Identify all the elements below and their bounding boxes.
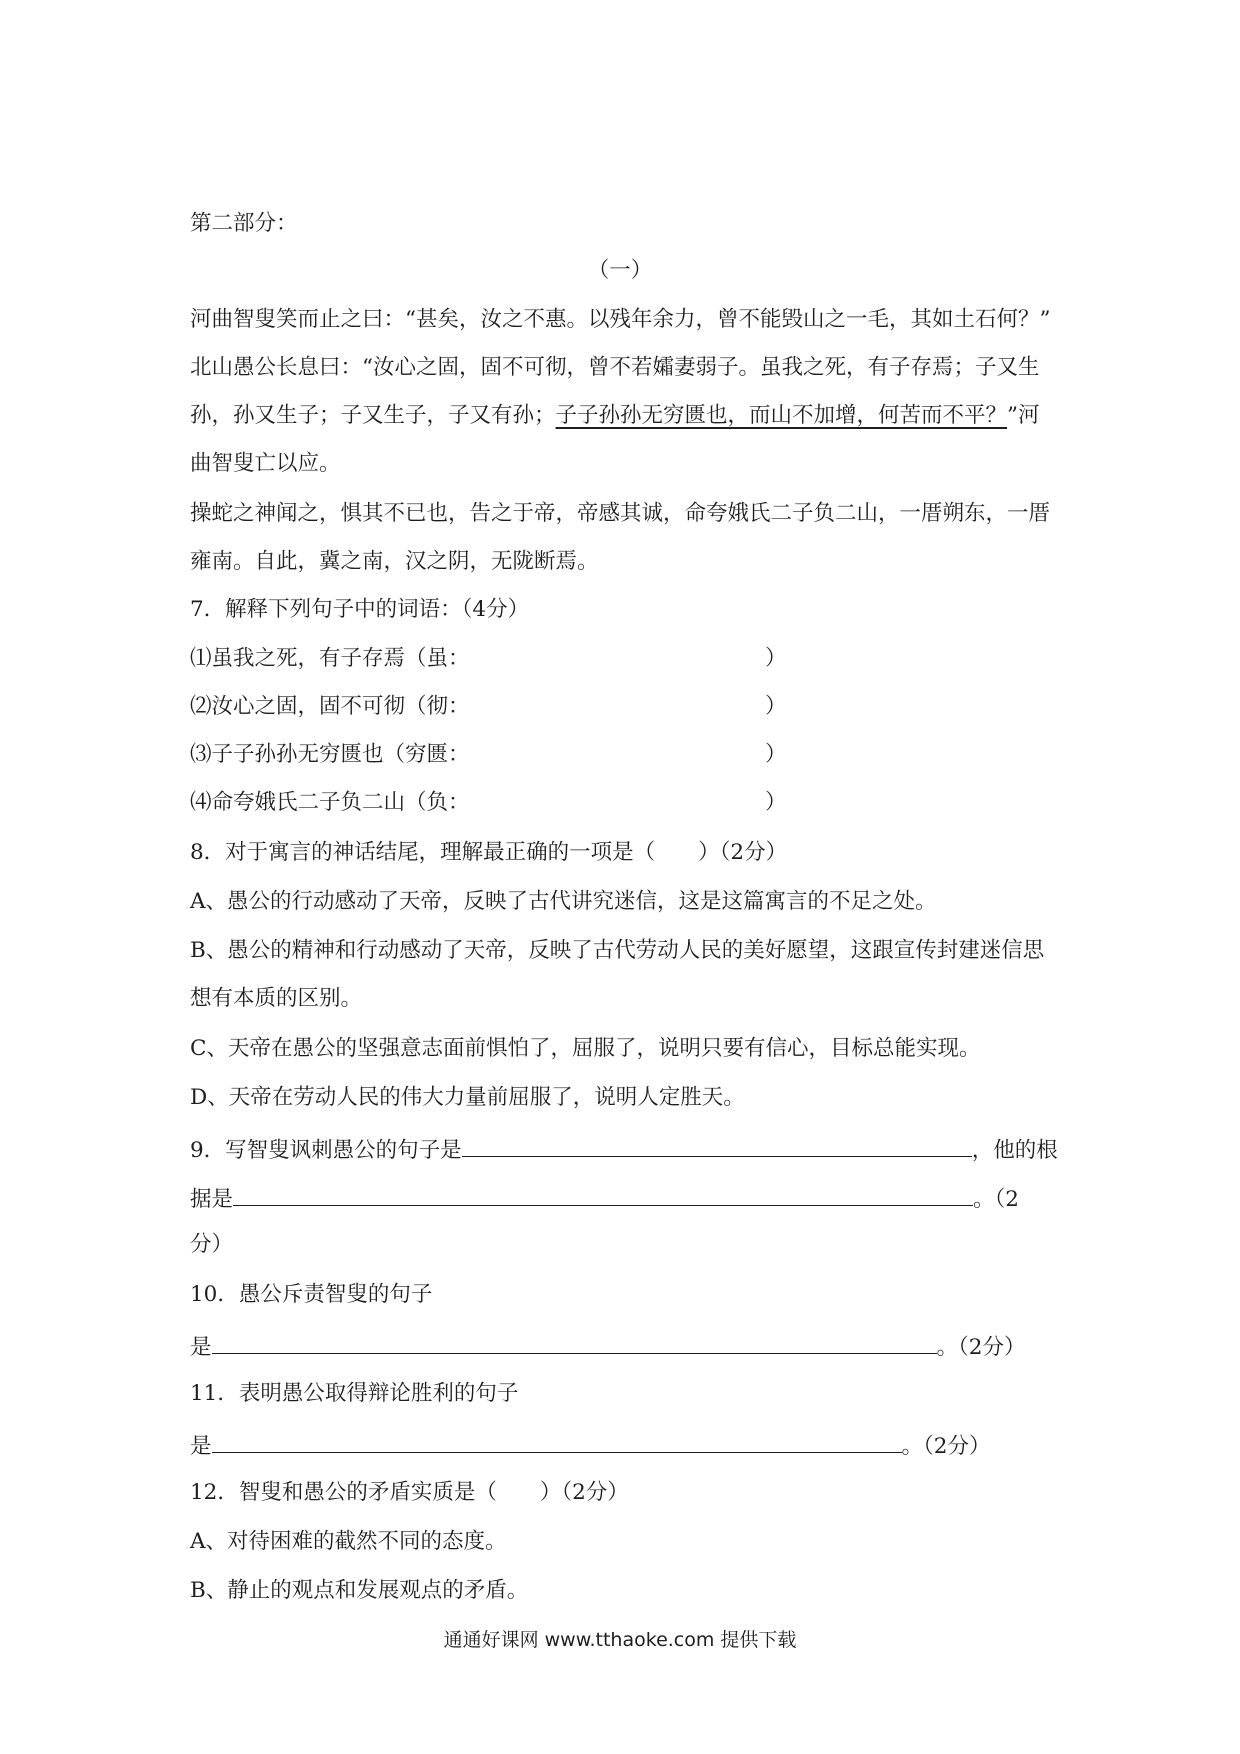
question-9-cont: 分） xyxy=(190,1232,234,1257)
option-a: A、对待困难的截然不同的态度。 xyxy=(190,1529,507,1554)
question-8-stem: 8．对于寓言的神话结尾，理解最正确的一项是（ ）（2分） xyxy=(190,840,788,865)
option-c: C、天帝在愚公的坚强意志面前惧怕了，屈服了，说明只要有信心，目标总能实现。 xyxy=(190,1036,981,1061)
q10-text: 。（2分） xyxy=(936,1335,1026,1360)
underlined-sentence: 子子孙孙无穷匮也，而山不加增，何苦而不平？ xyxy=(555,403,1008,428)
item-text: ⑶子子孙孙无穷匮也（穷匮： xyxy=(190,742,470,767)
question-7-item xyxy=(190,788,787,818)
question-11-stem: 11．表明愚公取得辩论胜利的句子 xyxy=(190,1381,519,1406)
answer-blank[interactable] xyxy=(212,1329,937,1354)
item-text: ⑵汝心之固，固不可彻（彻： xyxy=(190,694,470,719)
passage-text: 孙，孙又生子；子又生子，子又有孙； xyxy=(190,403,556,428)
item-close: ） xyxy=(765,790,787,815)
q9-text: 。（2 xyxy=(973,1187,1019,1212)
section-subheading: （一） xyxy=(587,258,653,283)
question-11-answer xyxy=(190,1428,990,1462)
answer-blank[interactable] xyxy=(462,1132,972,1157)
question-7-stem: 7．解释下列句子中的词语：（4分） xyxy=(190,597,530,622)
option-b: B、静止的观点和发展观点的矛盾。 xyxy=(190,1578,529,1603)
passage-line: 北山愚公长息曰：“汝心之固，固不可彻，曾不若孀妻弱子。虽我之死，有子存焉；子又生 xyxy=(190,355,1040,380)
item-close: ） xyxy=(765,694,787,719)
question-12-stem: 12．智叟和愚公的矛盾实质是（ ）（2分） xyxy=(190,1480,629,1505)
passage-line: 雍南。自此，冀之南，汉之阴，无陇断焉。 xyxy=(190,549,599,574)
q9-text: ，他的根 xyxy=(971,1138,1058,1163)
passage-line xyxy=(190,401,1040,431)
q9-text: 据是 xyxy=(190,1187,234,1212)
passage-text: ”河 xyxy=(1007,403,1040,428)
item-text: ⑷命夸娥氏二子负二山（负： xyxy=(190,790,470,815)
q11-text: 。（2分） xyxy=(901,1434,991,1459)
option-b-continued: 想有本质的区别。 xyxy=(190,986,363,1011)
question-7-item xyxy=(190,692,787,722)
question-9-cont xyxy=(190,1181,1019,1215)
option-a: A、愚公的行动感动了天帝，反映了古代讲究迷信，这是这篇寓言的不足之处。 xyxy=(190,889,937,914)
section-heading: 第二部分： xyxy=(190,211,298,236)
item-text: ⑴虽我之死，有子存焉（虽： xyxy=(190,646,470,671)
question-10-answer xyxy=(190,1329,1025,1363)
q11-text: 是 xyxy=(190,1434,212,1459)
answer-blank[interactable] xyxy=(212,1428,902,1453)
item-close: ） xyxy=(765,646,787,671)
question-7-item xyxy=(190,740,787,770)
question-9 xyxy=(190,1132,1058,1166)
answer-blank[interactable] xyxy=(233,1181,973,1206)
question-10-stem: 10．愚公斥责智叟的句子 xyxy=(190,1282,433,1307)
passage-line: 河曲智叟笑而止之曰：“甚矣，汝之不惠。以残年余力，曾不能毁山之一毛，其如土石何？” xyxy=(190,307,1051,332)
item-close: ） xyxy=(765,742,787,767)
passage-line: 操蛇之神闻之，惧其不已也，告之于帝，帝感其诚，命夸娥氏二子负二山，一厝朔东，一厝 xyxy=(190,501,1051,526)
question-7-item xyxy=(190,644,787,674)
q9-text: 9．写智叟讽刺愚公的句子是 xyxy=(190,1138,462,1163)
option-d: D、天帝在劳动人民的伟大力量前屈服了，说明人定胜天。 xyxy=(190,1085,745,1110)
q10-text: 是 xyxy=(190,1335,212,1360)
footer-text: 通通好课网 www.tthaoke.com 提供下载 xyxy=(443,1629,797,1651)
passage-line: 曲智叟亡以应。 xyxy=(190,451,341,476)
option-b: B、愚公的精神和行动感动了天帝，反映了古代劳动人民的美好愿望，这跟宣传封建迷信思 xyxy=(190,938,1045,963)
